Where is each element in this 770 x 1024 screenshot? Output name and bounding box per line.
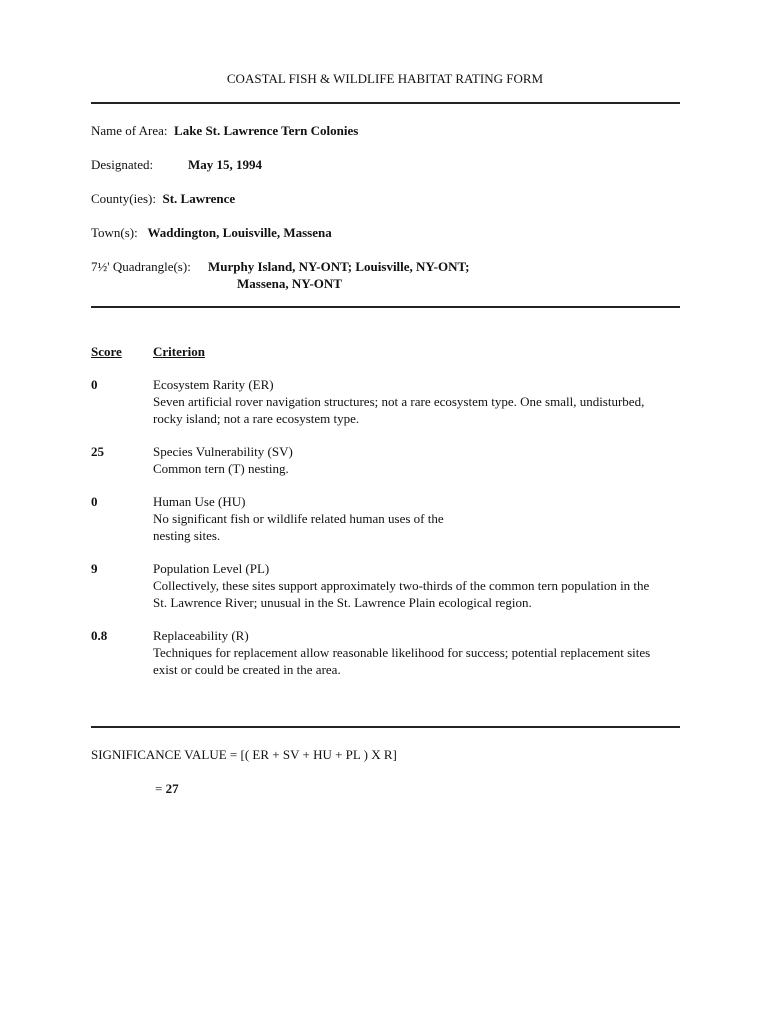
row-score: 0: [91, 377, 98, 392]
designated-label: Designated:: [91, 157, 154, 172]
significance-formula: SIGNIFICANCE VALUE = [( ER + SV + HU + PL ) X R]: [91, 747, 397, 762]
row-criterion: [153, 376, 693, 427]
area-label: Name of Area:: [91, 123, 168, 138]
row-criterion: [153, 627, 693, 678]
criterion-name: Ecosystem Rarity (ER): [153, 377, 274, 392]
top-divider: [91, 102, 680, 104]
criterion-text: Collectively, these sites support approximately two-thirds of the common tern population in the: [153, 578, 650, 593]
criterion-text: exist or could be created in the area.: [153, 662, 341, 677]
criterion-text: St. Lawrence River; unusual in the St. Lawrence Plain ecological region.: [153, 595, 532, 610]
quad-label: 7½' Quadrangle(s):: [91, 259, 191, 274]
criterion-text: No significant fish or wildlife related human uses of the: [153, 511, 444, 526]
middle-divider: [91, 306, 680, 308]
town-field: [91, 224, 332, 241]
designated-value: May 15, 1994: [188, 157, 263, 172]
criterion-text: Seven artificial rover navigation structures; not a rare ecosystem type. One small, undisturbed,: [153, 394, 645, 409]
area-value: Lake St. Lawrence Tern Colonies: [174, 123, 359, 138]
row-score: 9: [91, 561, 98, 576]
quad-value-line1: Murphy Island, NY-ONT; Louisville, NY-ONT;: [208, 259, 470, 274]
criterion-text: nesting sites.: [153, 528, 221, 543]
bottom-divider: [91, 726, 680, 728]
row-criterion: [153, 560, 693, 611]
area-field: [91, 122, 358, 139]
quad-value-line2: Massena, NY-ONT: [237, 276, 342, 291]
row-criterion: [153, 493, 693, 544]
criterion-name: Human Use (HU): [153, 494, 246, 509]
row-score: 0: [91, 494, 98, 509]
county-field: [91, 190, 235, 207]
county-label: County(ies):: [91, 191, 156, 206]
equals-sign: =: [155, 781, 166, 796]
form-title: COASTAL FISH & WILDLIFE HABITAT RATING FORM: [226, 71, 544, 86]
row-score: 0.8: [91, 628, 108, 643]
criterion-text: rocky island; not a rare ecosystem type.: [153, 411, 360, 426]
criterion-text: Common tern (T) nesting.: [153, 461, 289, 476]
row-score: 25: [91, 444, 104, 459]
town-value: Waddington, Louisville, Massena: [147, 225, 332, 240]
criterion-text: Techniques for replacement allow reasonable likelihood for success; potential replacement sites: [153, 645, 651, 660]
criterion-name: Replaceability (R): [153, 628, 249, 643]
row-criterion: [153, 443, 693, 477]
score-header: Score: [91, 344, 122, 359]
town-label: Town(s):: [91, 225, 138, 240]
significance-value: 27: [165, 781, 179, 796]
county-value: St. Lawrence: [162, 191, 236, 206]
significance-result: [155, 780, 179, 797]
criterion-header: Criterion: [153, 344, 205, 359]
criterion-name: Population Level (PL): [153, 561, 270, 576]
criterion-name: Species Vulnerability (SV): [153, 444, 293, 459]
